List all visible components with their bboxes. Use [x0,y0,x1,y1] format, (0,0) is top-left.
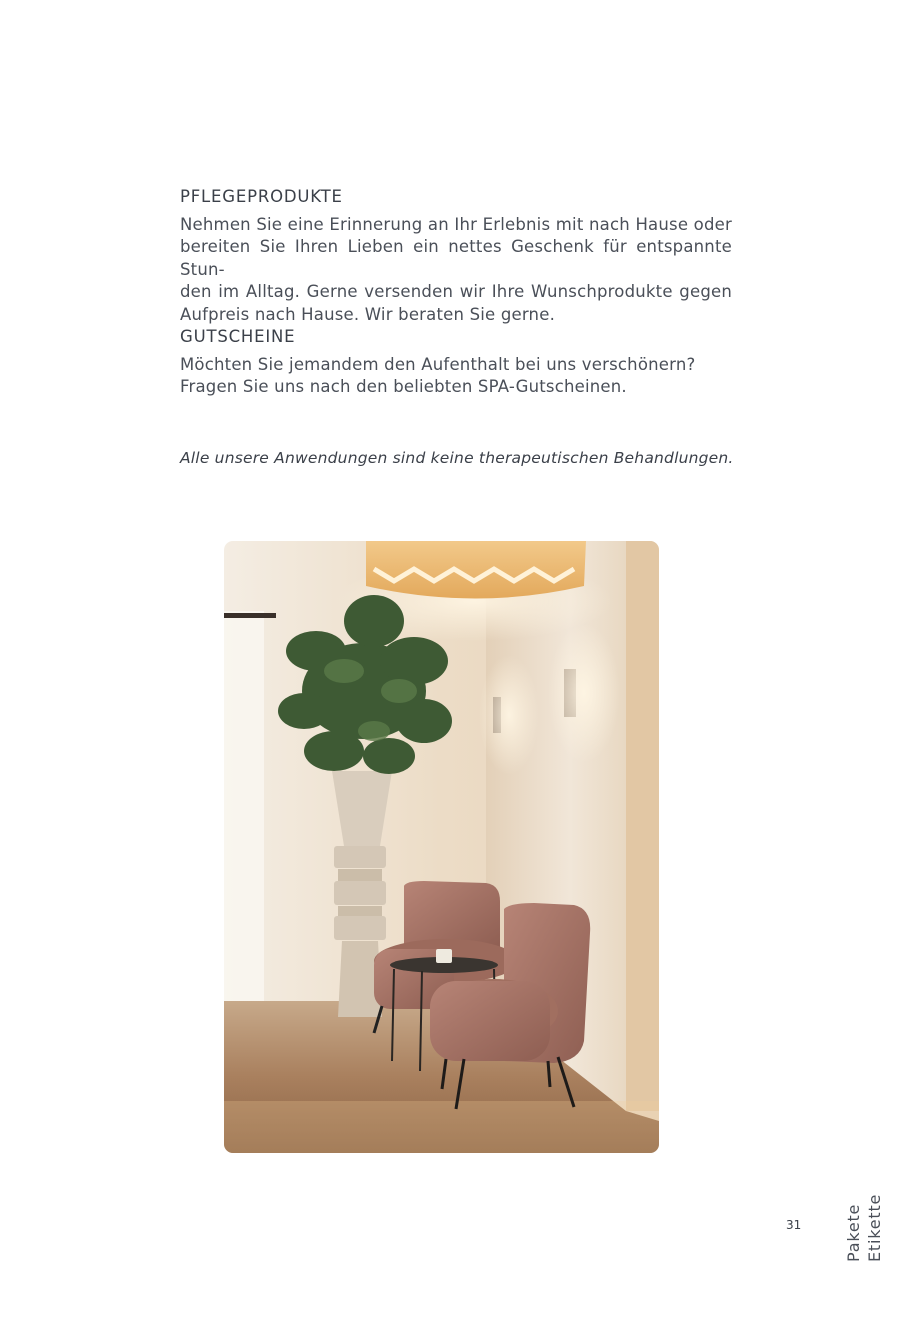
disclaimer-note: Alle unsere Anwendungen sind keine therapeutischen Behandlungen. [180,449,734,467]
section-heading: PFLEGEPRODUKTE [180,187,343,206]
section-pflegeprodukte [180,186,732,326]
side-navigation [843,1194,885,1262]
section-heading: GUTSCHEINE [180,327,296,346]
lounge-photo [224,541,659,1153]
body-line: den im Alltag. Gerne versenden wir Ihre Wunschprodukte gegen [180,282,732,302]
page-number: 31 [786,1218,802,1232]
body-line: Nehmen Sie eine Erinnerung an Ihr Erlebnis mit nach Hause oder [180,215,732,234]
body-line: Fragen Sie uns nach den beliebten SPA-Gutscheinen. [180,377,627,397]
side-nav-item-etikette[interactable]: Etikette [865,1193,884,1262]
body-line: Aufpreis nach Hause. Wir beraten Sie gerne. [180,304,556,324]
section-gutscheine [180,326,732,399]
section-body [180,214,732,326]
body-line: bereiten Sie Ihren Lieben ein nettes Geschenk für entspannte Stun- [180,237,732,279]
body-line: Möchten Sie jemandem den Aufenthalt bei uns verschönern? [180,355,696,374]
section-body [180,354,732,399]
side-nav-item-pakete[interactable]: Pakete [844,1203,863,1262]
